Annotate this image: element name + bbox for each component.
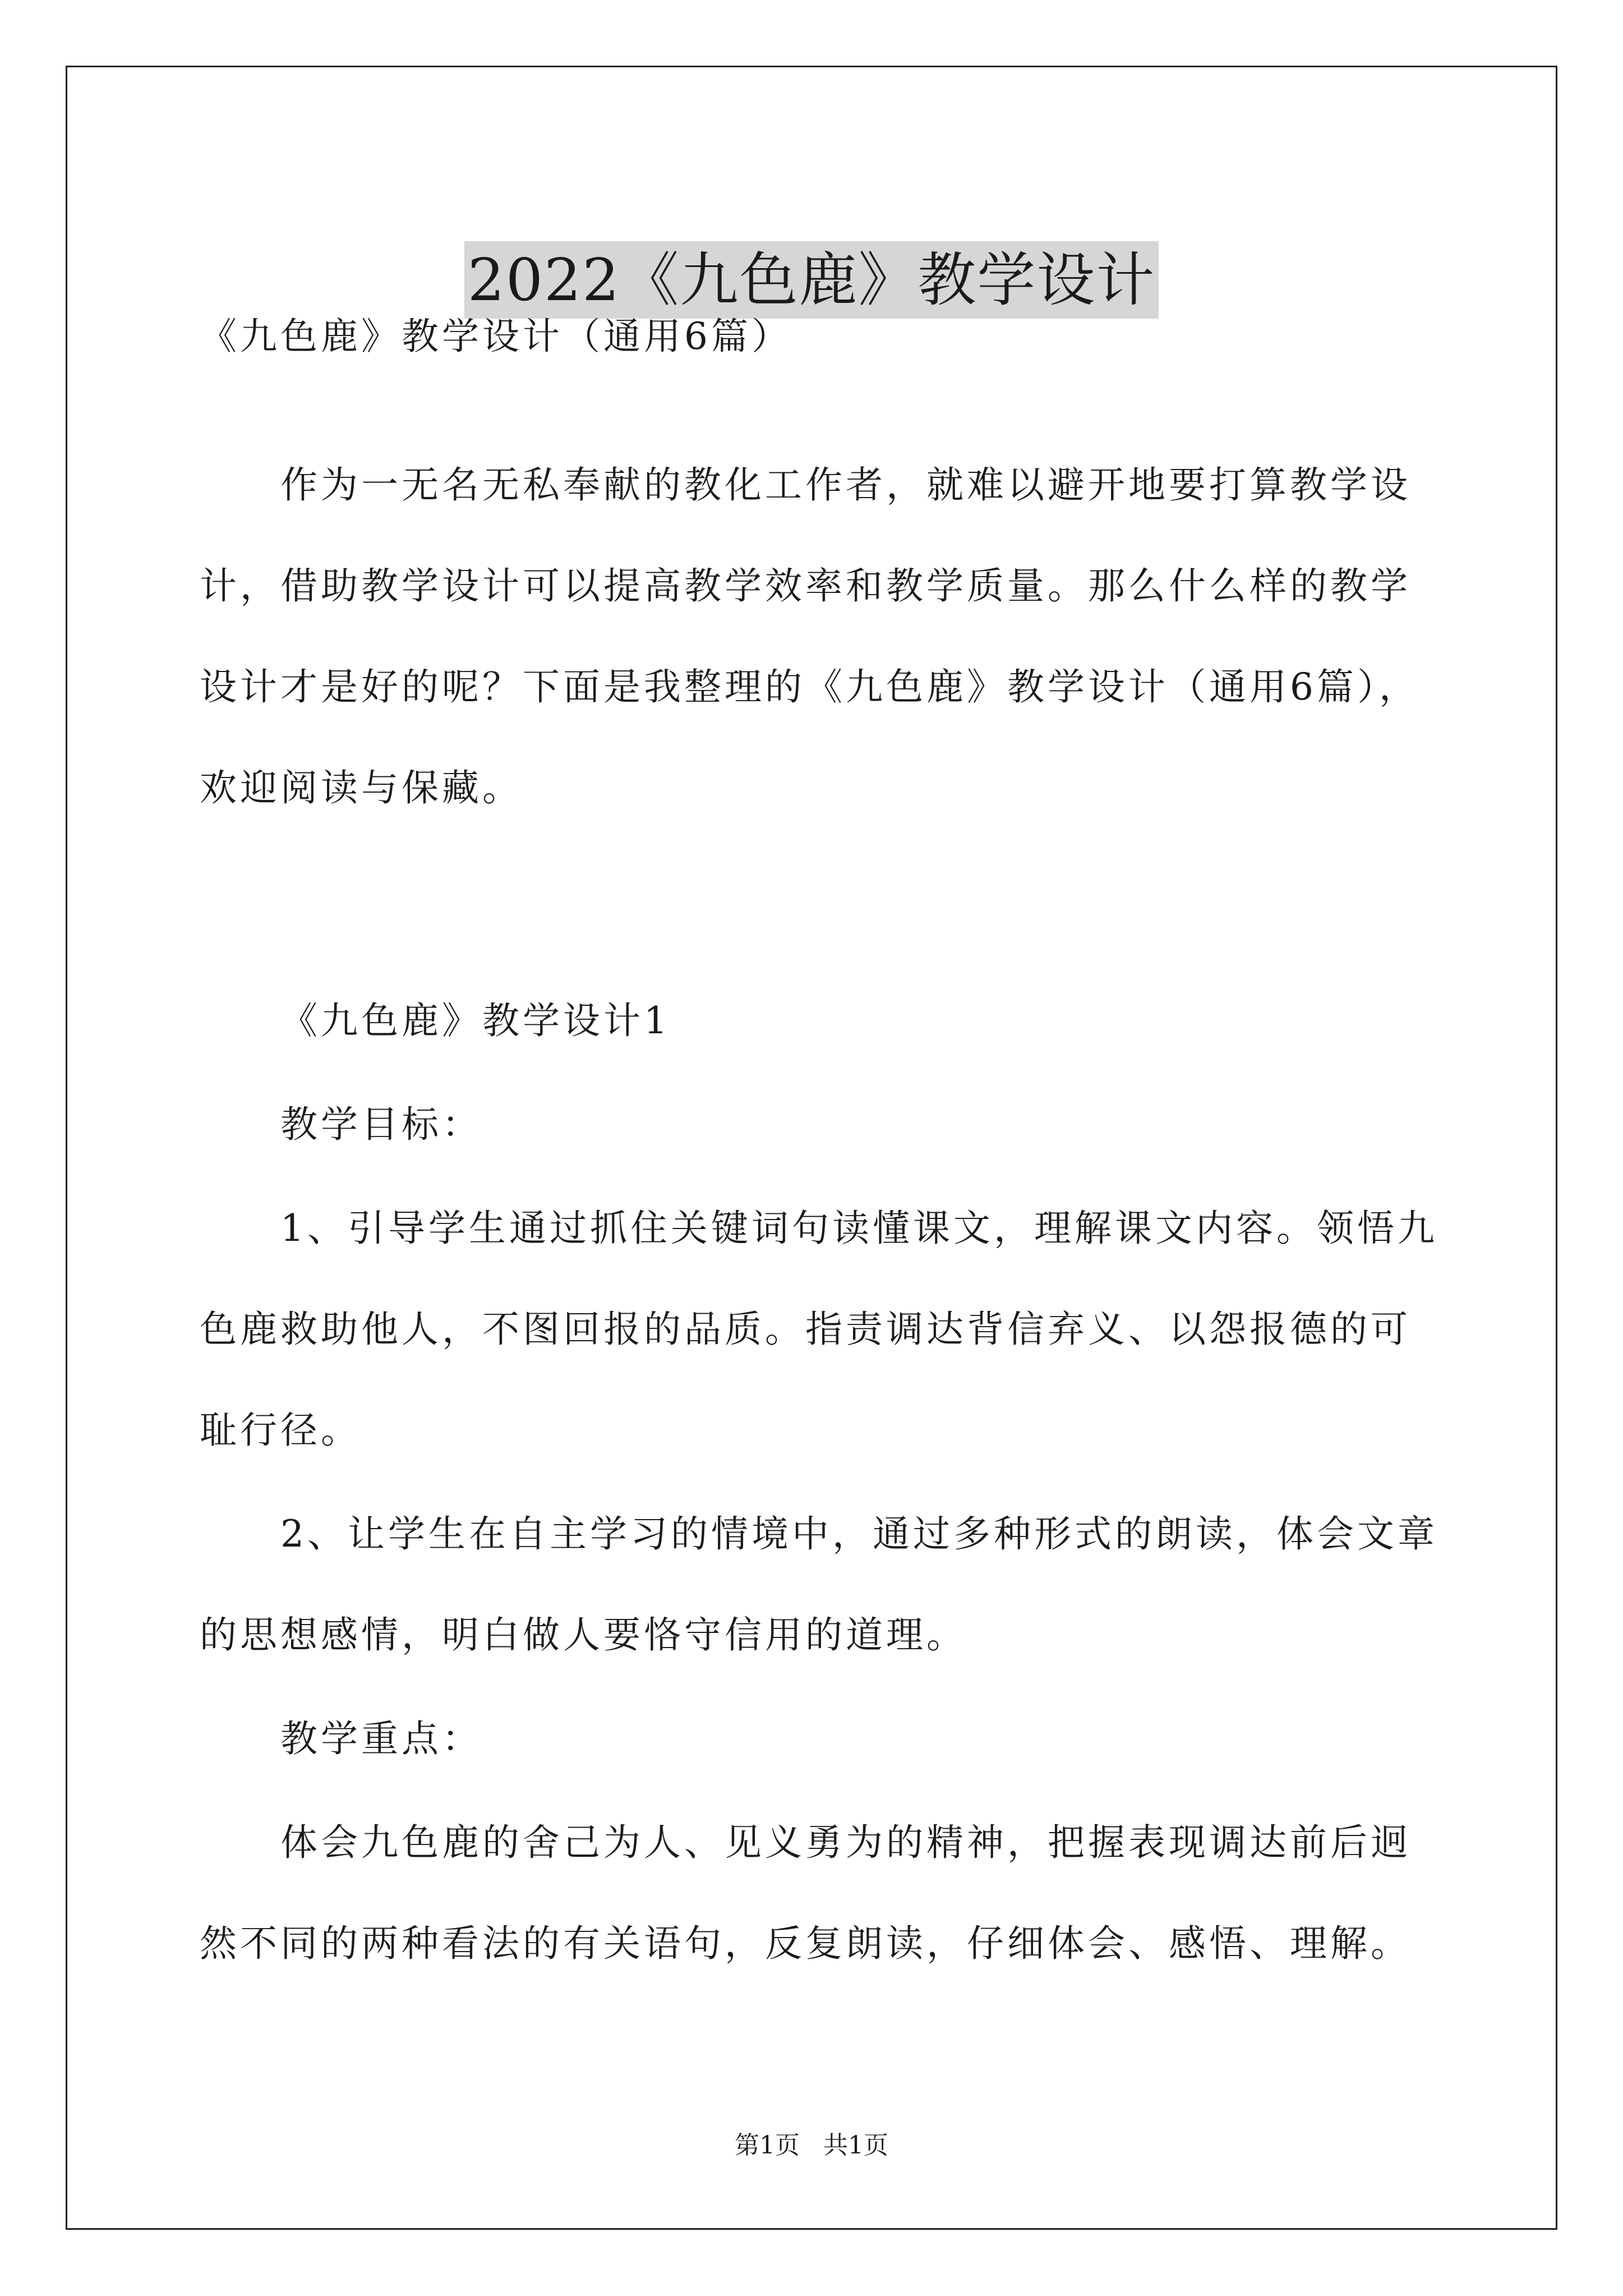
document-title: 2022《九色鹿》教学设计 xyxy=(464,241,1159,319)
objective-1-line: 1、引导学生通过抓住关键词句读懂课文，理解课文内容。领悟九 xyxy=(280,1207,1438,1250)
objectives-heading: 教学目标： xyxy=(280,1103,482,1146)
intro-line: 作为一无名无私奉献的教化工作者，就难以避开地要打算教学设 xyxy=(280,463,1411,507)
key-points-line: 体会九色鹿的舍己为人、见义勇为的精神，把握表现调达前后迥 xyxy=(280,1821,1411,1864)
intro-line: 欢迎阅读与保藏。 xyxy=(200,766,523,809)
objective-2-line: 2、让学生在自主学习的情境中，通过多种形式的朗读，体会文章 xyxy=(280,1512,1438,1556)
page-footer: 第1页 共1页 xyxy=(735,2131,888,2160)
objective-2-line: 的思想感情，明白做人要恪守信用的道理。 xyxy=(200,1613,967,1657)
key-points-line: 然不同的两种看法的有关语句，反复朗读，仔细体会、感悟、理解。 xyxy=(200,1922,1411,1965)
intro-line: 设计才是好的呢？下面是我整理的《九色鹿》教学设计（通用6篇）， xyxy=(200,665,1419,708)
objective-1-line: 色鹿救助他人，不图回报的品质。指责调达背信弃义、以怨报德的可 xyxy=(200,1308,1411,1351)
document-subtitle: 《九色鹿》教学设计（通用6篇） xyxy=(200,315,792,358)
objective-1-line: 耻行径。 xyxy=(200,1409,361,1452)
intro-line: 计，借助教学设计可以提高教学效率和教学质量。那么什么样的教学 xyxy=(200,564,1411,608)
key-points-heading: 教学重点： xyxy=(280,1717,482,1760)
section-heading: 《九色鹿》教学设计1 xyxy=(280,999,671,1042)
